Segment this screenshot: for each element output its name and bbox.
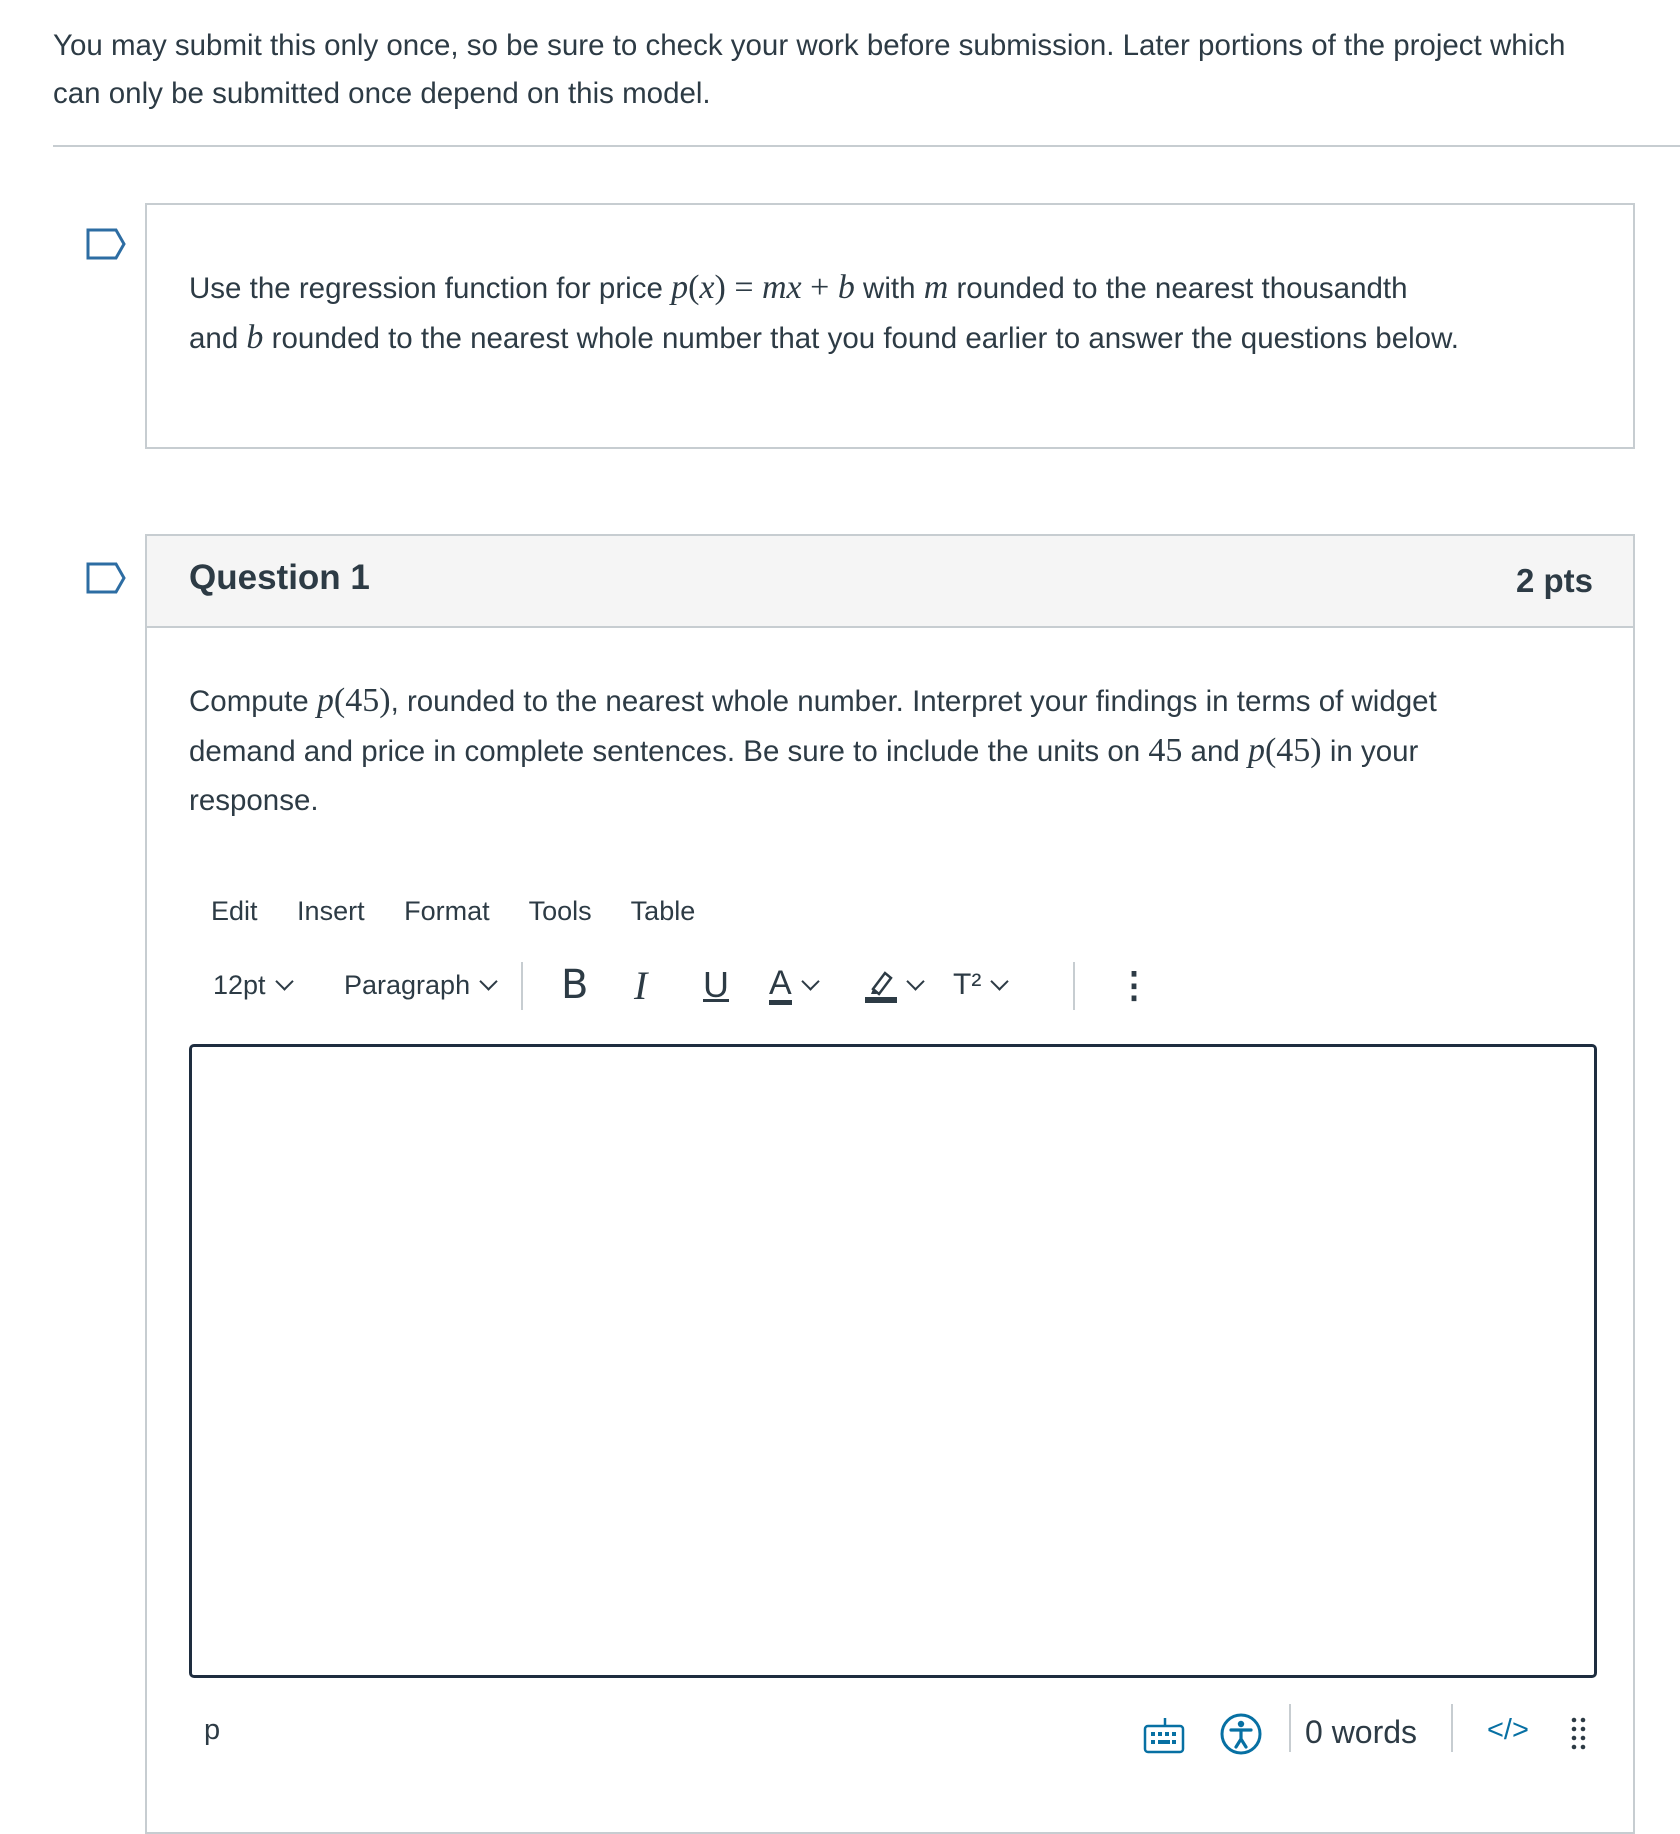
math-equals: ) = <box>714 269 762 306</box>
keyboard-shortcuts-icon[interactable] <box>1143 1716 1185 1754</box>
text-color-button[interactable] <box>769 958 817 1012</box>
math-paren: ( <box>688 269 700 306</box>
instructions <box>53 22 1680 118</box>
statusbar-separator <box>1289 1704 1291 1752</box>
question-text <box>189 676 1609 825</box>
math-p: p <box>1247 732 1265 769</box>
block-format-select[interactable] <box>344 958 495 1012</box>
bold-button[interactable] <box>561 958 588 1012</box>
math-b: b <box>246 319 264 356</box>
math-x: x <box>699 269 715 306</box>
word-count[interactable]: 0 words <box>1305 1714 1418 1750</box>
stem-text-part: and <box>189 322 247 355</box>
menu-tools[interactable]: Tools <box>528 896 592 926</box>
menu-table[interactable]: Table <box>630 896 696 926</box>
statusbar-separator <box>1451 1704 1453 1752</box>
bold-icon: B <box>561 962 589 1008</box>
editor-toolbar <box>213 958 1513 1012</box>
question-text-part: and <box>1182 735 1248 768</box>
chevron-down-icon <box>991 972 1009 990</box>
stem-text-part: rounded to the nearest whole number that you found earlier to answer the questions below. <box>263 322 1459 355</box>
italic-icon: I <box>634 962 648 1008</box>
more-options-button[interactable] <box>1116 958 1152 1012</box>
underline-icon: U <box>703 964 729 1005</box>
math-p: p <box>316 682 334 719</box>
menu-insert[interactable]: Insert <box>297 896 365 926</box>
divider <box>53 145 1680 147</box>
chevron-down-icon <box>801 972 819 990</box>
resize-handle-icon[interactable] <box>1569 1716 1589 1754</box>
math-arg: (45) <box>333 682 391 719</box>
stem-text-part: rounded to the nearest thousandth <box>948 272 1408 305</box>
math-p: p <box>671 269 689 306</box>
text-color-icon: A <box>769 966 792 1005</box>
instructions-line-1: You may submit this only once, so be sure to check your work before submission. Later portions of the project which <box>53 29 1566 62</box>
flag-question-icon[interactable] <box>86 228 126 260</box>
underline-button[interactable] <box>703 958 729 1012</box>
italic-button[interactable] <box>634 958 647 1012</box>
toolbar-separator <box>521 962 523 1010</box>
stem-text <box>189 263 1609 363</box>
element-path[interactable]: p <box>204 1714 221 1746</box>
stem-text-part: with <box>854 272 924 305</box>
math-mx: mx <box>762 269 802 306</box>
math-arg: (45) <box>1264 732 1322 769</box>
math-m: m <box>923 269 949 306</box>
more-vertical-icon: ⋮ <box>1116 964 1152 1005</box>
menu-format[interactable]: Format <box>404 896 490 926</box>
text-only-question <box>145 203 1635 449</box>
question-title: Question 1 <box>189 558 370 597</box>
menu-edit[interactable]: Edit <box>211 896 258 926</box>
highlighter-icon <box>865 967 897 1003</box>
rich-text-editor[interactable] <box>189 1044 1597 1678</box>
chevron-down-icon <box>275 972 293 990</box>
flag-question-icon[interactable] <box>86 562 126 594</box>
question-text-part: demand and price in complete sentences. Be sure to include the units on <box>189 735 1149 768</box>
accessibility-checker-icon[interactable] <box>1219 1712 1263 1756</box>
html-editor-toggle[interactable]: </> <box>1487 1714 1529 1746</box>
math-45: 45 <box>1148 732 1183 769</box>
font-size-value: 12pt <box>213 969 266 1000</box>
stem-text-part: Use the regression function for price <box>189 272 672 305</box>
editor-statusbar <box>189 1704 1591 1764</box>
question-text-part: response. <box>189 784 319 817</box>
chevron-down-icon <box>479 972 497 990</box>
question-text-part: in your <box>1321 735 1419 768</box>
question-text-part: Compute <box>189 685 317 718</box>
superscript-icon: T² <box>953 968 982 1001</box>
block-format-value: Paragraph <box>344 969 471 1000</box>
question-header <box>147 536 1633 628</box>
chevron-down-icon <box>906 972 924 990</box>
font-size-select[interactable] <box>213 958 291 1012</box>
question-1 <box>145 534 1635 1834</box>
math-plus: + <box>801 269 838 306</box>
math-b: b <box>837 269 855 306</box>
question-points: 2 pts <box>1515 562 1593 599</box>
superscript-button[interactable] <box>953 958 1006 1012</box>
instructions-line-2: can only be submitted once depend on this model. <box>53 77 711 110</box>
editor-menubar <box>211 896 727 927</box>
question-text-part: , rounded to the nearest whole number. Interpret your findings in terms of widget <box>390 685 1437 718</box>
toolbar-separator <box>1073 962 1075 1010</box>
highlight-color-button[interactable] <box>865 958 922 1012</box>
